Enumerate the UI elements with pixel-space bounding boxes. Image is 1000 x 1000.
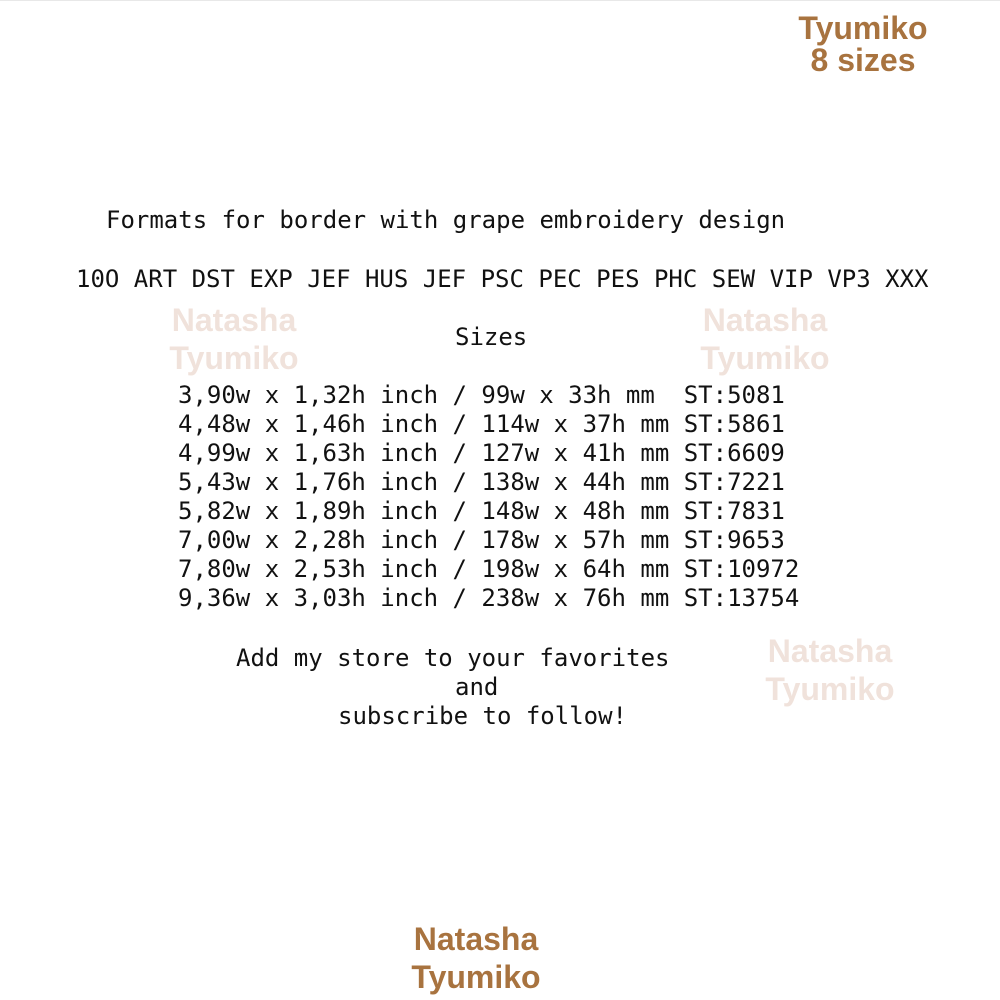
- size-row: 4,99w x 1,63h inch / 127w x 41h mm ST:6609: [178, 439, 785, 467]
- watermark-line2: Tyumiko: [765, 671, 895, 707]
- sizes-heading: Sizes: [455, 323, 528, 351]
- size-row: 7,80w x 2,53h inch / 198w x 64h mm ST:10972: [178, 555, 800, 583]
- brand-top-sizes: 8 sizes: [810, 42, 916, 78]
- watermark-line1: Natasha: [171, 302, 297, 338]
- size-row: 7,00w x 2,28h inch / 178w x 57h mm ST:9653: [178, 526, 785, 554]
- watermark-center: [730, 632, 930, 708]
- size-row: 3,90w x 1,32h inch / 99w x 33h mm ST:5081: [178, 381, 785, 409]
- title: Formats for border with grape embroidery design: [106, 206, 786, 234]
- size-row: 5,82w x 1,89h inch / 148w x 48h mm ST:7831: [178, 497, 785, 525]
- watermark-line2: Tyumiko: [169, 340, 299, 376]
- size-row: 9,36w x 3,03h inch / 238w x 76h mm ST:13754: [178, 584, 800, 612]
- watermark-line2: Tyumiko: [700, 340, 830, 376]
- watermark-line1: Natasha: [702, 302, 828, 338]
- top-border: [0, 0, 1000, 1]
- watermark-left: [134, 301, 334, 377]
- sizes-list: [178, 381, 799, 613]
- cta-line1: Add my store to your favorites: [236, 644, 670, 672]
- brand-bottom-line1: Natasha: [413, 921, 539, 957]
- size-row: 5,43w x 1,76h inch / 138w x 44h mm ST:7221: [178, 468, 785, 496]
- brand-top: [763, 12, 963, 76]
- cta-line2: and: [455, 673, 499, 701]
- cta-line3: subscribe to follow!: [338, 702, 627, 730]
- watermark-line1: Natasha: [767, 633, 893, 669]
- watermark-right: [665, 301, 865, 377]
- brand-bottom-line2: Tyumiko: [411, 959, 541, 995]
- formats-list: 10O ART DST EXP JEF HUS JEF PSC PEC PES PHC SEW VIP VP3 XXX: [76, 265, 929, 293]
- size-row: 4,48w x 1,46h inch / 114w x 37h mm ST:5861: [178, 410, 785, 438]
- brand-top-name: Tyumiko: [798, 10, 928, 46]
- brand-bottom: [376, 920, 576, 996]
